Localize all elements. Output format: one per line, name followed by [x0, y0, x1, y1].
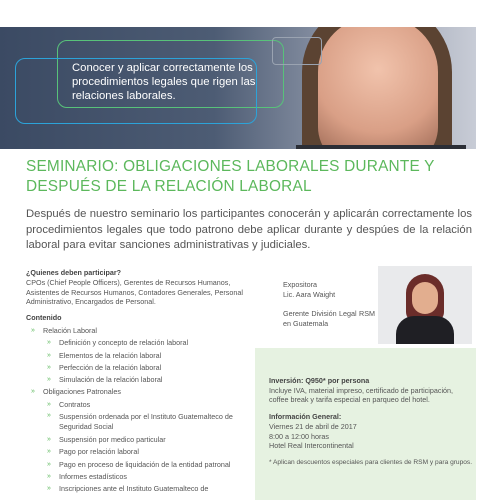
bullet-icon: »: [47, 472, 51, 480]
bullet-icon: »: [47, 412, 51, 420]
list-item: [26, 325, 248, 337]
list-item: [26, 411, 248, 434]
list-item: [26, 386, 248, 398]
seminar-title-line-1: SEMINARIO: OBLIGACIONES LABORALES DURANTE Y: [26, 158, 435, 175]
event-time: 8:00 a 12:00 horas: [269, 431, 329, 441]
bullet-icon: »: [47, 448, 51, 456]
list-item: [26, 434, 248, 446]
bullet-icon: »: [31, 326, 35, 334]
list-item-label: Perfección de la relación laboral: [59, 362, 162, 372]
speaker-photo-body: [396, 316, 454, 344]
list-item-label: Suspensión por medico particular: [59, 435, 166, 445]
speaker-info: [283, 280, 375, 329]
contenido-heading: Contenido: [26, 313, 62, 323]
hero-tagline: Conocer y aplicar correctamente los procedimientos legales que rigen las relaciones laborales.: [72, 62, 256, 102]
bullet-icon: »: [47, 363, 51, 371]
hero-photo-face: [318, 27, 438, 149]
list-item-label: Contratos: [59, 399, 91, 409]
event-venue: Hotel Real Intercontinental: [269, 441, 354, 451]
bullet-icon: »: [47, 351, 51, 359]
discount-note: * Aplican descuentos especiales para clientes de RSM y para grupos.: [269, 458, 473, 466]
list-item: [26, 483, 248, 495]
speaker-photo: [378, 266, 472, 344]
list-item: [26, 337, 248, 349]
list-item-label: Elementos de la relación laboral: [59, 350, 162, 360]
list-item: [26, 362, 248, 374]
list-item-label: Relación Laboral: [43, 325, 97, 335]
speaker-role: Gerente División Legal RSM en Guatemala: [283, 309, 375, 328]
speaker-name: Lic. Aara Waight: [283, 290, 336, 299]
list-item: [26, 446, 248, 458]
list-item-label: Obligaciones Patronales: [43, 387, 121, 397]
general-info-label: Información General:: [269, 412, 342, 422]
bullet-icon: »: [31, 388, 35, 396]
list-item: [26, 350, 248, 362]
hero-photo-shirt: [296, 145, 466, 149]
speaker-photo-face: [412, 282, 438, 314]
bullet-icon: »: [47, 400, 51, 408]
list-item: [26, 374, 248, 386]
bullet-icon: »: [47, 339, 51, 347]
seminar-title-line-2: DESPUÉS DE LA RELACIÓN LABORAL: [26, 178, 312, 195]
contenido-list: [26, 325, 248, 496]
list-item-label: Suspensión ordenada por el Instituto Guatemalteco de Seguridad Social: [59, 412, 233, 432]
inversion-detail: Incluye IVA, material impreso, certificado de participación, coffee break y tarifa especial en parqueo del hotel.: [269, 385, 454, 405]
list-item: [26, 459, 248, 471]
list-item-label: Pago en proceso de liquidación de la entidad patronal: [59, 459, 231, 469]
list-item-label: Informes estadísticos: [59, 471, 127, 481]
left-column: [26, 268, 248, 496]
list-item-label: Pago por relación laboral: [59, 447, 139, 457]
seminar-title: [26, 157, 476, 197]
info-box-text: [269, 376, 474, 467]
intro-paragraph: Después de nuestro seminario los participantes conocerán y aplicarán correctamente los procedimientos legales que todo patrono debe aplicar durante y despúes de la relación laboral para evitar sanciones administrativas y judiciales.: [26, 208, 472, 251]
speaker-heading: Expositora: [283, 280, 317, 289]
list-item-label: Inscripciones ante el Instituto Guatemalteco de: [59, 484, 209, 494]
event-date: Viernes 21 de abril de 2017: [269, 421, 357, 431]
hero-frame-gray: [272, 37, 322, 65]
bullet-icon: »: [47, 376, 51, 384]
list-item-label: Definición y concepto de relación laboral: [59, 338, 189, 348]
list-item: [26, 399, 248, 411]
bullet-icon: »: [47, 485, 51, 493]
inversion-label: Inversión: Q950* por persona: [269, 376, 370, 385]
bullet-icon: »: [47, 436, 51, 444]
bullet-icon: »: [47, 460, 51, 468]
audience-heading: ¿Quienes deben participar?: [26, 268, 122, 277]
list-item-label: Simulación de la relación laboral: [59, 375, 163, 385]
list-item: [26, 471, 248, 483]
audience-text: CPOs (Chief People Officers), Gerentes de Recursos Humanos, Asistentes de Recursos Humanos, Contadores Generales, Personal Administrativo, Encargados de Personal.: [26, 277, 243, 307]
